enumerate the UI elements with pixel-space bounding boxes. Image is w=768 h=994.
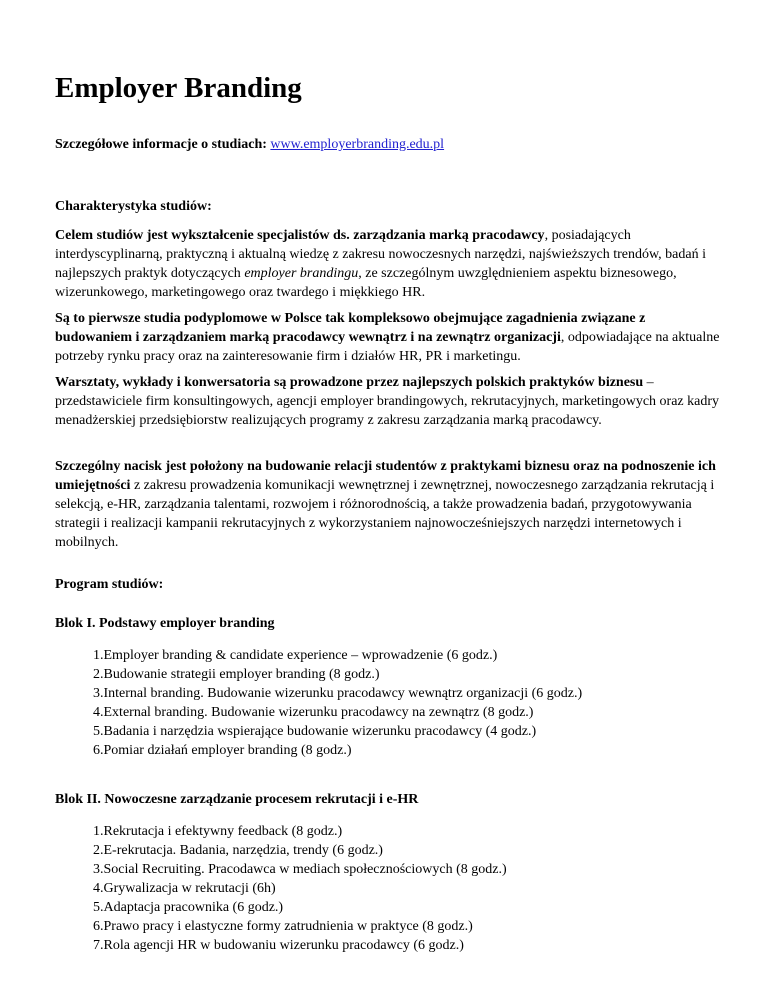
list-item: 2.Budowanie strategii employer branding (8 godz.) <box>93 667 380 682</box>
list-item: 1.Rekrutacja i efektywny feedback (8 godz.) <box>93 824 343 839</box>
paragraph-goal-text-end: , ze szczególnym uwzględnieniem aspektu biznesowego, wizerunkowego, marketingowego oraz twardego i miękkiego HR. <box>55 266 677 300</box>
list-item: 6.Prawo pracy i elastyczne formy zatrudnienia w praktyce (8 godz.) <box>93 919 473 934</box>
block1-title: Blok I. Podstawy employer branding <box>55 616 275 631</box>
block2-list <box>93 822 507 955</box>
website-link[interactable]: www.employerbranding.edu.pl <box>270 137 445 152</box>
paragraph-goal-text: , posiadających interdyscyplinarną, praktyczną i aktualną wiedzę z zakresu nowoczesnych narzędzi, najświeższych trendów, badań i najlepszych praktyk dotyczących <box>55 228 706 281</box>
block1-list <box>93 646 582 760</box>
program-heading: Program studiów: <box>55 577 164 592</box>
block2-title: Blok II. Nowoczesne zarządzanie procesem rekrutacji i e-HR <box>55 792 419 807</box>
paragraph-first-in-poland <box>55 309 723 366</box>
info-line <box>55 135 723 154</box>
list-item: 3.Internal branding. Budowanie wizerunku pracodawcy wewnątrz organizacji (6 godz.) <box>93 686 583 701</box>
paragraph-first-bold: Są to pierwsze studia podyplomowe w Polsce tak kompleksowo obejmujące zagadnienia związane z budowaniem i zarządzaniem marką pracodawcy wewnątrz i na zewnątrz organizacji <box>55 311 646 345</box>
list-item: 4.Grywalizacja w rekrutacji (6h) <box>93 881 276 896</box>
paragraph-goal-bold: Celem studiów jest wykształcenie specjalistów ds. zarządzania marką pracodawcy <box>55 228 545 243</box>
paragraph-workshops <box>55 373 723 430</box>
list-item: 5.Adaptacja pracownika (6 godz.) <box>93 900 284 915</box>
paragraph-goal-italic: employer brandingu <box>244 266 359 281</box>
list-item: 6.Pomiar działań employer branding (8 godz.) <box>93 743 352 758</box>
info-label: Szczegółowe informacje o studiach: <box>55 137 267 152</box>
list-item: 5.Badania i narzędzia wspierające budowanie wizerunku pracodawcy (4 godz.) <box>93 724 537 739</box>
list-item: 2.E-rekrutacja. Badania, narzędzia, trendy (6 godz.) <box>93 843 383 858</box>
page-title: Employer Branding <box>55 72 302 104</box>
paragraph-goal <box>55 226 723 302</box>
paragraph-workshops-bold: Warsztaty, wykłady i konwersatoria są prowadzone przez najlepszych polskich praktyków biznesu <box>55 375 644 390</box>
paragraph-emphasis-text: z zakresu prowadzenia komunikacji wewnętrznej i zewnętrznej, nowoczesnego zarządzania rekrutacją i selekcją, e-HR, zarządzania talentami, rozwojem i różnorodnością, a także prowadzenia badań, przygotowywania strategii i realizacji kampanii rekrutacyjnych z wykorzystaniem najnowocześniejszych narzędzi internetowych i mobilnych. <box>55 478 715 550</box>
list-item: 4.External branding. Budowanie wizerunku pracodawcy na zewnątrz (8 godz.) <box>93 705 534 720</box>
characteristics-heading: Charakterystyka studiów: <box>55 199 212 214</box>
paragraph-emphasis-bold: Szczególny nacisk jest położony na budowanie relacji studentów z praktykami biznesu oraz na podnoszenie ich umiejętności <box>55 459 716 493</box>
paragraph-emphasis <box>55 457 723 552</box>
list-item: 7.Rola agencji HR w budowaniu wizerunku pracodawcy (6 godz.) <box>93 938 464 953</box>
list-item: 3.Social Recruiting. Pracodawca w mediach społecznościowych (8 godz.) <box>93 862 507 877</box>
paragraph-workshops-text: – przedstawiciele firm konsultingowych, agencji employer brandingowych, rekrutacyjnych, marketingowych oraz kadry menadżerskiej przedsiębiorstw realizujących programy z zakresu zarządzania marką pracodawcy. <box>55 375 719 428</box>
list-item: 1.Employer branding & candidate experience – wprowadzenie (6 godz.) <box>93 648 498 663</box>
paragraph-first-text: , odpowiadające na aktualne potrzeby rynku pracy oraz na zainteresowanie firm i działów HR, PR i marketingu. <box>55 330 720 364</box>
